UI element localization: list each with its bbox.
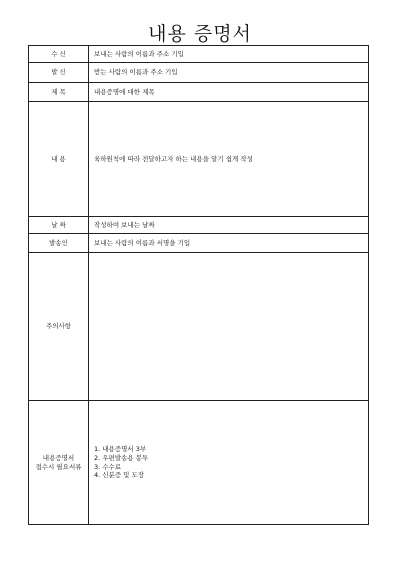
row-notes bbox=[29, 253, 368, 401]
label-recipient: 수 신 bbox=[29, 46, 89, 62]
required-doc-item: 2. 우편발송용 봉투 bbox=[94, 453, 149, 462]
row-required-docs bbox=[29, 401, 368, 524]
label-notes: 주의사항 bbox=[29, 253, 89, 400]
value-notes bbox=[89, 253, 368, 400]
certification-form-table bbox=[28, 45, 369, 525]
label-required-docs: 내용증명서 접수시 필요서류 bbox=[29, 401, 89, 524]
required-docs-list bbox=[94, 445, 148, 480]
value-recipient: 보내는 사람의 이름과 주소 기입 bbox=[94, 49, 184, 58]
row-subject bbox=[29, 83, 368, 102]
value-content: 육하원칙에 따라 전달하고자 하는 내용을 알기 쉽게 작성 bbox=[94, 154, 253, 163]
value-dispatcher: 보내는 사람의 이름과 서명을 기입 bbox=[94, 238, 191, 247]
required-doc-item: 1. 내용증명서 3부 bbox=[94, 444, 147, 453]
required-doc-item: 3. 수수료 bbox=[94, 462, 122, 471]
row-dispatcher bbox=[29, 234, 368, 253]
row-recipient bbox=[29, 46, 368, 63]
label-dispatcher: 발송인 bbox=[29, 234, 89, 252]
value-sender: 받는 사람의 이름과 주소 기입 bbox=[94, 68, 178, 76]
value-required-docs bbox=[89, 401, 368, 524]
label-sender: 발 신 bbox=[29, 63, 89, 82]
required-doc-item: 4. 신분증 및 도장 bbox=[94, 471, 145, 480]
label-content: 내 용 bbox=[29, 102, 89, 216]
row-date bbox=[29, 217, 368, 234]
value-date: 작성하여 보내는 날짜 bbox=[94, 220, 155, 229]
label-date: 날 짜 bbox=[29, 217, 89, 233]
row-content bbox=[29, 102, 368, 217]
label-subject: 제 목 bbox=[29, 83, 89, 101]
value-subject: 내용증명에 대한 제목 bbox=[94, 87, 155, 96]
row-sender bbox=[29, 63, 368, 83]
document-title: 내용 증명서 bbox=[148, 23, 252, 45]
